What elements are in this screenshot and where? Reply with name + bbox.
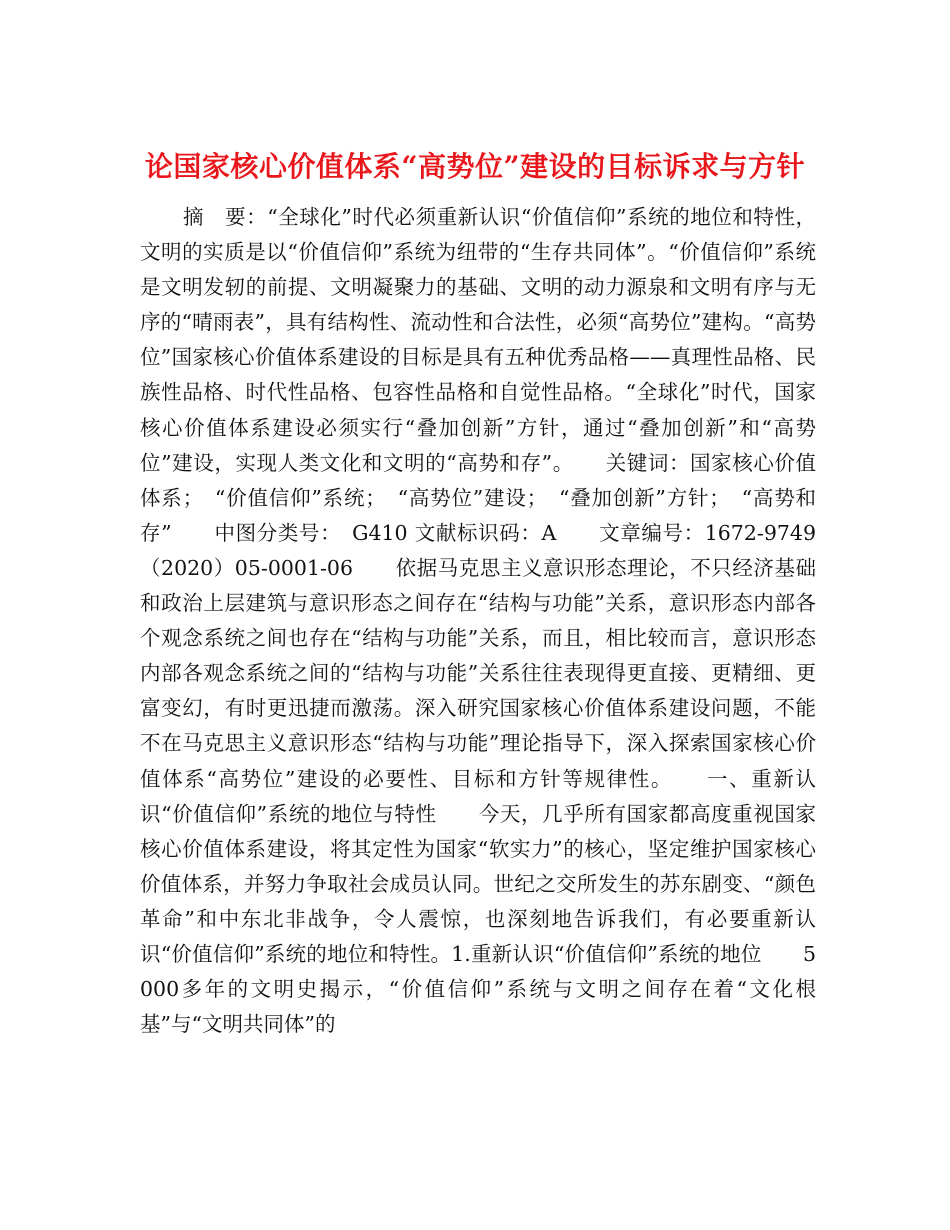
document-body: 摘 要：“全球化”时代必须重新认识“价值信仰”系统的地位和特性，文明的实质是以“价值信仰”系统为纽带的“生存共同体”。“价值信仰”系统是文明发轫的前提、文明凝聚力的基础、文明的动力源泉和文明有序与无序的“晴雨表”，具有结构性、流动性和合法性，必须“高势位”建构。“高势位”国家核心价值体系建设的目标是具有五种优秀品格——真理性品格、民族性品格、时代性品格、包容性品格和自觉性品格。“全球化”时代，国家核心价值体系建设必须实行“叠加创新”方针，通过“叠加创新”和“高势位”建设，实现人类文化和文明的“高势和存”。 关键词：国家核心价值体系； “价值信仰”系统； “高势位”建设； “叠加创新”方针； “高势和存” 中图分类号： G410 文献标识码：A 文章编号：1672-9749（2020）05-0001-06 依据马克思主义意识形态理论，不只经济基础和政治上层建筑与意识形态之间存在“结构与功能”关系，意识形态内部各个观念系统之间也存在“结构与功能”关系，而且，相比较而言，意识形态内部各观念系统之间的“结构与功能”关系往往表现得更直接、更精细、更富变幻，有时更迅捷而激荡。深入研究国家核心价值体系建设问题，不能不在马克思主义意识形态“结构与功能”理论指导下，深入探索国家核心价值体系“高势位”建设的必要性、目标和方针等规律性。 一、重新认识“价值信仰”系统的地位与特性 今天，几乎所有国家都高度重视国家核心价值体系建设，将其定性为国家“软实力”的核心，坚定维护国家核心价值体系，并努力争取社会成员认同。世纪之交所发生的苏东剧变、“颜色革命”和中东北非战争，令人震惊，也深刻地告诉我们，有必要重新认识“价值信仰”系统的地位和特性。1.重新认识“价值信仰”系统的地位 5000多年的文明史揭示，“价值信仰”系统与文明之间存在着“文化根基”与“文明共同体”的 [140,205,816,1037]
document-title: 论国家核心价值体系“高势位”建设的目标诉求与方针 [144,149,806,183]
